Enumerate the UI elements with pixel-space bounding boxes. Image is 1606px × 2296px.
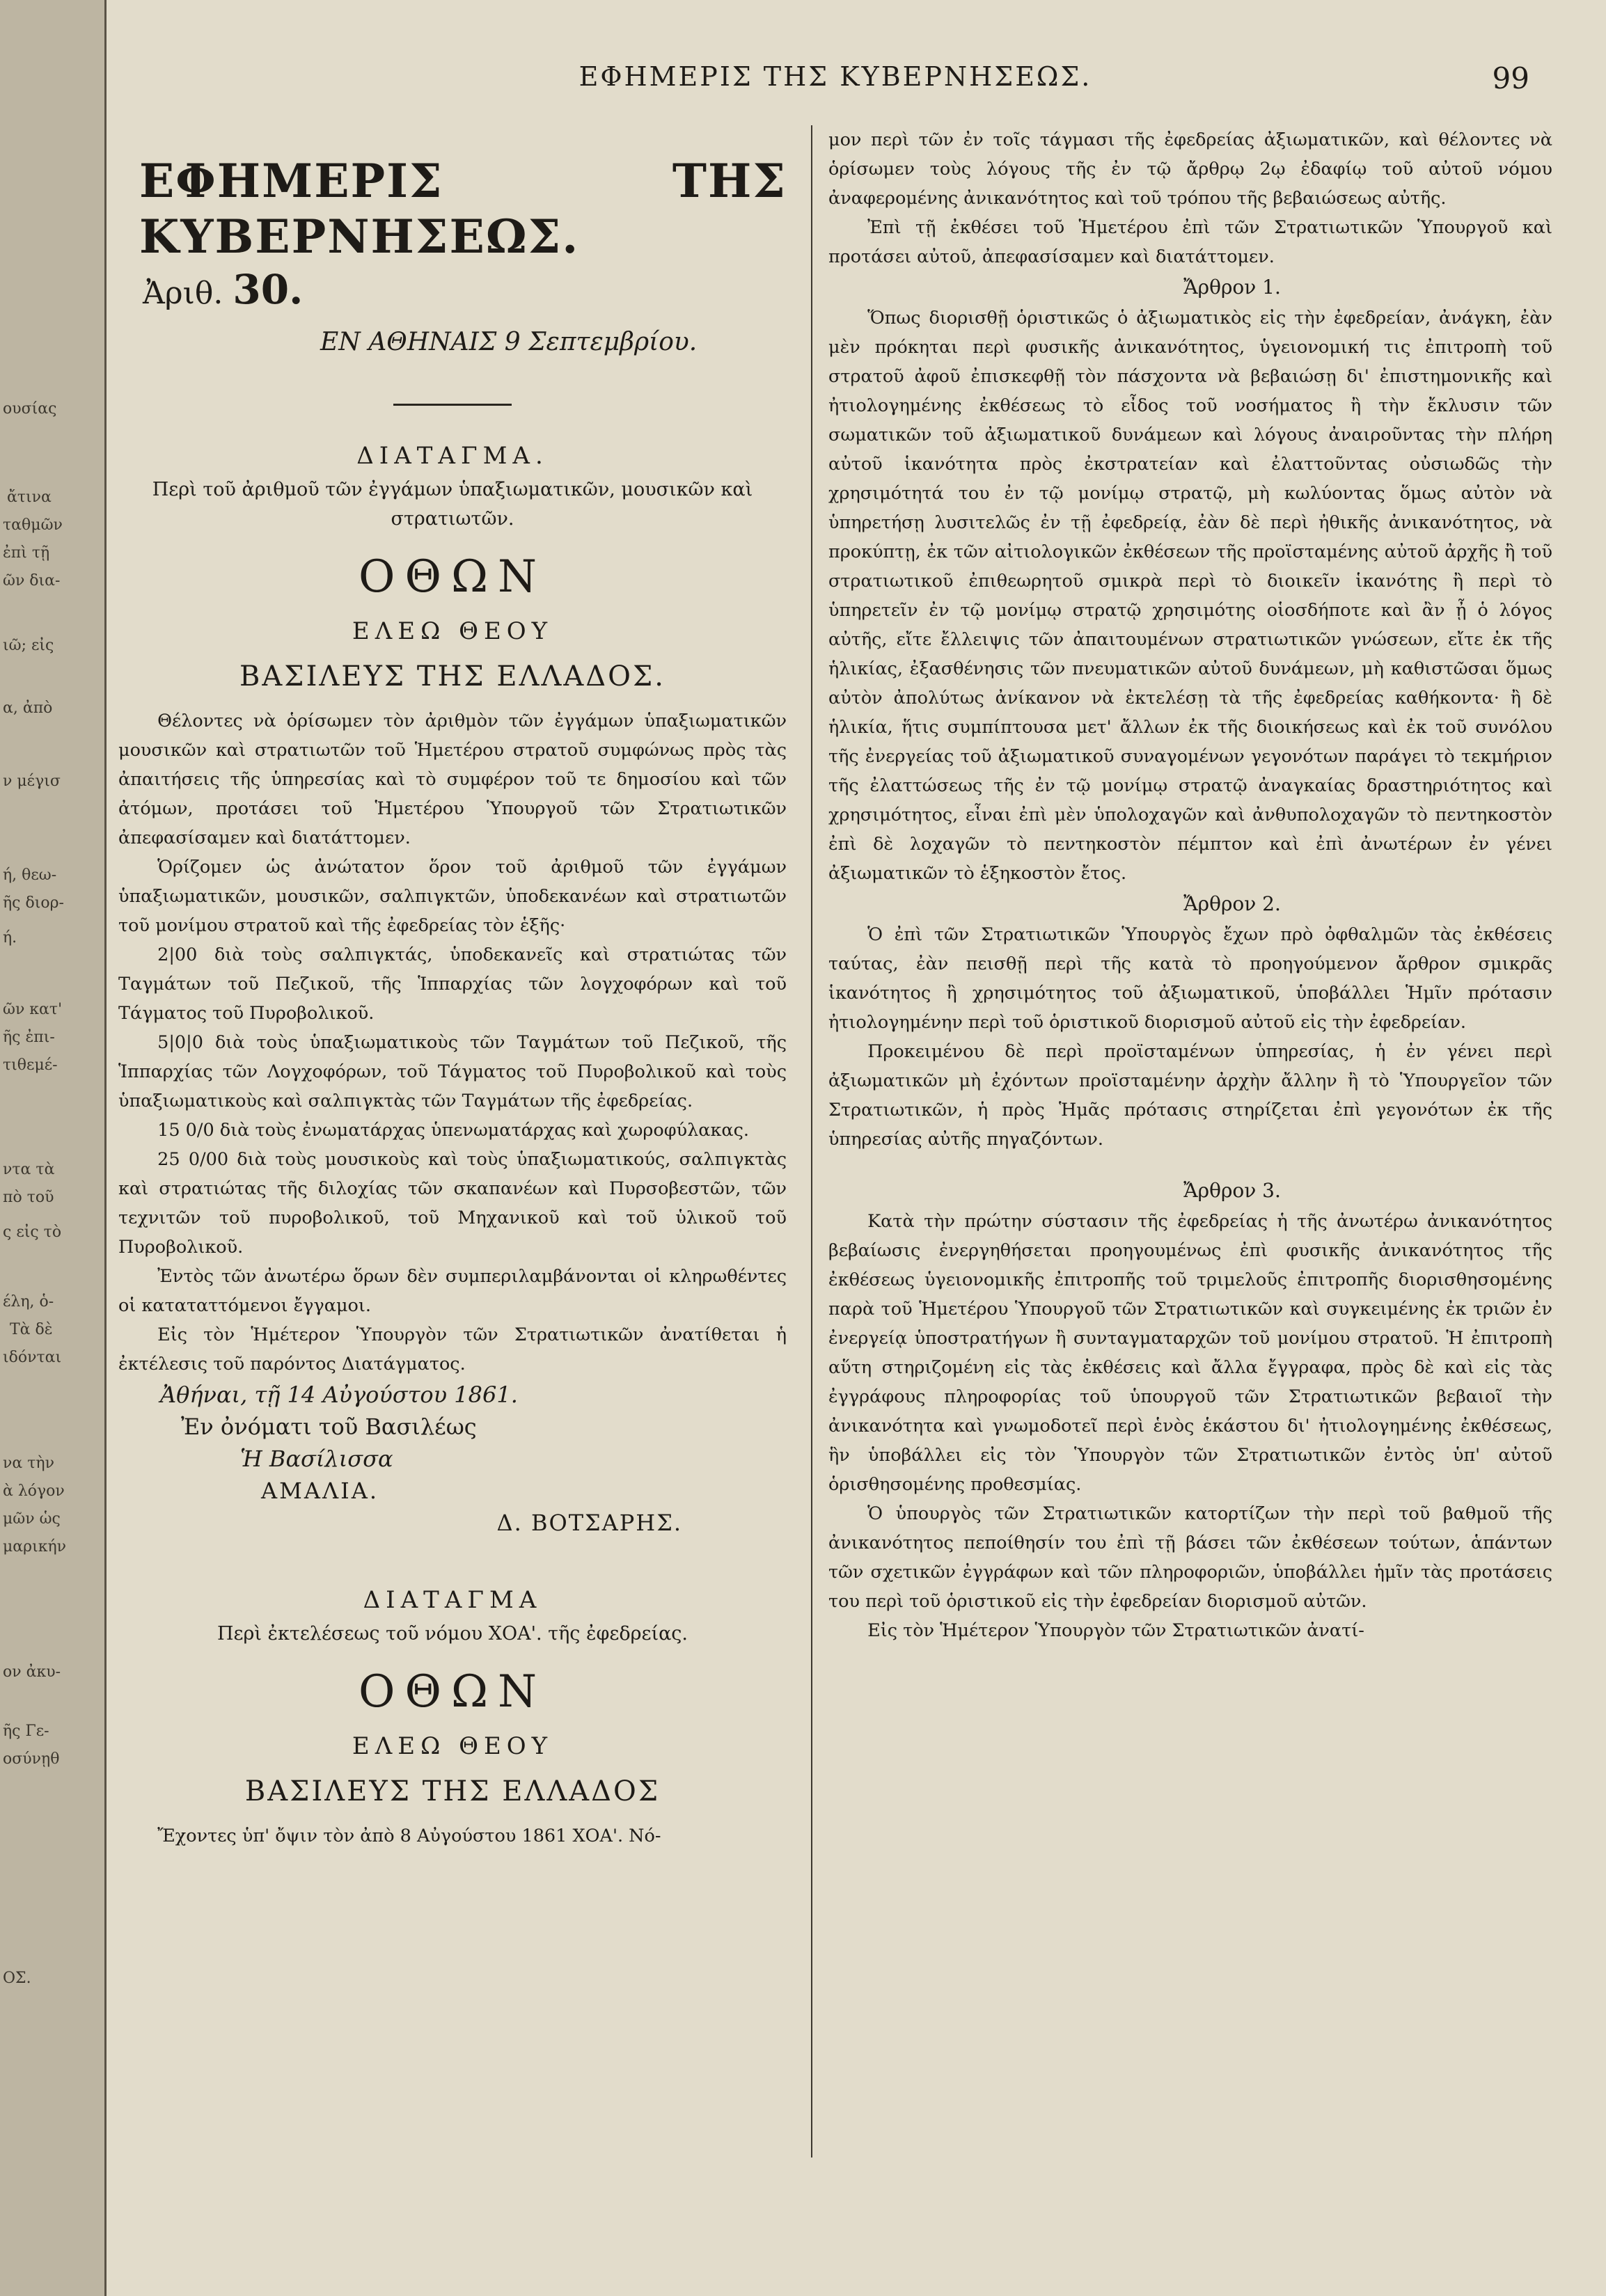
- signature-in-name-of-king: Ἐν ὀνόματι τοῦ Βασιλέως: [181, 1414, 477, 1440]
- article-heading: Ἄρθρον 1.: [1183, 276, 1281, 299]
- dateline: ΕΝ ΑΘΗΝΑΙΣ 9 Σεπτεμβρίου.: [320, 328, 698, 356]
- gutter-fragment: μαρικήν: [3, 1538, 67, 1555]
- article-heading: Ἄρθρον 3.: [1183, 1179, 1281, 1202]
- continuation-paragraph: μον περὶ τῶν ἐν τοῖς τάγμασι τῆς ἐφεδρείας ἀξιωματικῶν, καὶ θέλοντες νὰ ὁρίσωμεν τοὺς λόγους τῆς ἐν τῷ ἄρθρῳ 2ῳ ἐδαφίῳ τοῦ αὐτοῦ νόμου ἀναφερομένης ἀνικανότητος καὶ τοῦ τρόπου τῆς βεβαιώσεως αὐτῆς.: [828, 129, 1552, 209]
- issue-line: [143, 266, 787, 315]
- gutter-fragment: ῆς ἐπι-: [3, 1029, 55, 1046]
- gutter-fragment: ιδόνται: [3, 1349, 62, 1366]
- decree-paragraph: Ἐντὸς τῶν ἀνωτέρω ὅρων δὲν συμπεριλαμβάνονται οἱ κληρωθέντες οἱ καταταττόμενοι ἔγγαμοι.: [118, 1266, 787, 1316]
- king-name: ΟΘΩΝ: [359, 551, 546, 603]
- king-name: ΟΘΩΝ: [359, 1666, 546, 1718]
- king-title: ΒΑΣΙΛΕΥΣ ΤΗΣ ΕΛΛΑΔΟΣ.: [239, 660, 666, 692]
- page-number: 99: [1492, 61, 1529, 95]
- gutter-fragment: ς εἰς τὸ: [3, 1224, 62, 1241]
- section-rule: [393, 404, 512, 406]
- right-column: [828, 125, 1552, 1645]
- gutter-fragment: ιῶ; εἰς: [3, 637, 54, 654]
- gutter-fragment: πὸ τοῦ: [3, 1189, 54, 1206]
- article-heading: Ἄρθρον 2.: [1183, 892, 1281, 915]
- proposal-paragraph: Ἐπὶ τῇ ἐκθέσει τοῦ Ἡμετέρου ἐπὶ τῶν Στρατιωτικῶν Ὑπουργοῦ καὶ προτάσει αὐτοῦ, ἀπεφασίσαμεν καὶ διατάττομεν.: [828, 217, 1552, 267]
- gutter-fragment: ἐπὶ τῇ: [3, 544, 50, 562]
- article-paragraph: Ὅπως διορισθῇ ὁριστικῶς ὁ ἀξιωματικὸς εἰς τὴν ἐφεδρείαν, ἀνάγκη, ἐὰν μὲν πρόκηται περὶ φυσικῆς ἀνικανότητος, ὑγειονομική τις ἐπιτροπὴ τοῦ στρατοῦ ἀφοῦ ἐπισκεφθῇ τὸν πάσχοντα νὰ βεβαιώσῃ δι' ἐπιστημονικῆς καὶ ἠτιολογημένης ἐκθέσεως τὸ εἶδος τοῦ νοσήματος ἢ τὴν ἔκλυσιν τῶν σωματικῶν τοῦ ἀξιωματικοῦ δυνάμεων καὶ λόγους ἀναιροῦντας τὴν πλήρη αὐτοῦ ἱκανότητα πρὸς ἐκστρατείαν καὶ ἐλαττοῦντας οὐσιωδῶς τὴν χρησιμότητά του ἐν τῷ μονίμῳ στρατῷ, μὴ κωλύοντας ὅμως αὐτὸν νὰ ὑπηρετήσῃ λυσιτελῶς ἐν τῇ ἐφεδρείᾳ, ἐὰν δὲ περὶ ἠθικῆς ἀνικανότητος, νὰ προκύπτῃ, ἐκ τῶν αἰτιολογικῶν ἐκθέσεων τῆς προϊσταμένης αὐτοῦ ἀρχῆς ἢ τοῦ στρατιωτικοῦ ἐπιθεωρητοῦ σμικρὰ περὶ τὸ διοικεῖν ἱκανότης ἢ περὶ τὸ ὑπηρετεῖν ἐν τῷ μονίμῳ στρατῷ χρησιμότης οἱοσδήποτε καὶ ἂν ᾖ ὁ λόγος αὐτῆς, εἴτε ἔλλειψις τῶν ἀπαιτουμένων στρατιωτικῶν γνώσεων, εἴτε ἐκ τῆς ἡλικίας, ἐξασθένησις τῶν πνευματικῶν αὐτοῦ δυνάμεων, μὴ καθιστῶσαι ὅμως αὐτὸν ἀπολύτως ἀνίκανον νὰ ἐκτελέσῃ τὰ τῆς ἐφεδρείας καθήκοντα· ἢ δὲ ἡλικία, ἥτις συμπίπτουσα μετ' ἄλλων ἐκ τῆς διοικήσεως καὶ ἐκ τοῦ συνόλου τῆς ἐνεργείας τοῦ ἀξιωματικοῦ συναγομένων γεγονότων παράγει τὸ τεκμήριον τῆς ἐλαττώσεως τῆς ἐν τῷ μονίμῳ στρατῷ ἀναγκαίας δραστηριότητος καὶ χρησιμότητος, εἶναι ἐπὶ μὲν ὑπολοχαγῶν καὶ ἀνθυπολοχαγῶν τὸ πεντηκοστὸν ἐπὶ δὲ λοχαγῶν τὸ πεντηκοστὸν πέμπτον καὶ ἐπὶ ἀνωτέρων ἐν γένει ἀξιωματικῶν τὸ ἑξηκοστὸν ἔτος.: [828, 308, 1552, 884]
- gutter-fragment: ῆς διορ-: [3, 894, 64, 912]
- left-column: [118, 125, 787, 1851]
- decree-paragraph: Εἰς τὸν Ἡμέτερον Ὑπουργὸν τῶν Στρατιωτικῶν ἀνατίθεται ἡ ἐκτέλεσις τοῦ παρόντος Διατάγματος.: [118, 1324, 787, 1375]
- decree-subject: Περὶ ἐκτελέσεως τοῦ νόμου ΧΟΑ'. τῆς ἐφεδρείας.: [217, 1623, 688, 1645]
- decree-subject: Περὶ τοῦ ἀριθμοῦ τῶν ἐγγάμων ὑπαξιωματικῶν, μουσικῶν καὶ στρατιωτῶν.: [152, 479, 753, 530]
- running-title: ΕΦΗΜΕΡΙΣ ΤΗΣ ΚΥΒΕΡΝΗΣΕΩΣ.: [578, 61, 1092, 92]
- gutter-fragment: ταθμῶν: [3, 516, 63, 534]
- by-grace-of-god: ΕΛΕΩ ΘΕΟΥ: [352, 617, 553, 645]
- decree-paragraph: Ἔχοντες ὑπ' ὄψιν τὸν ἀπὸ 8 Αὐγούστου 1861 ΧΟΑ'. Νό-: [157, 1826, 661, 1846]
- signature-amalia: ΑΜΑΛΙΑ.: [261, 1478, 379, 1504]
- section-spacer: [828, 1154, 1552, 1175]
- gutter-fragment: ῶν δια-: [3, 572, 61, 589]
- gutter-fragment: ἄτινα: [7, 489, 52, 506]
- signature-queen: Ἡ Βασίλισσα: [240, 1446, 393, 1472]
- gutter-fragment: ῆς Γε-: [3, 1723, 49, 1740]
- king-title: ΒΑΣΙΛΕΥΣ ΤΗΣ ΕΛΛΑΔΟΣ: [244, 1775, 661, 1807]
- decree-paragraph: Θέλοντες νὰ ὁρίσωμεν τὸν ἀριθμὸν τῶν ἐγγάμων ὑπαξιωματικῶν μουσικῶν καὶ στρατιωτῶν τοῦ Ἡμετέρου στρατοῦ συμφώνως πρὸς τὰς ἀπαιτήσεις τῆς ὑπηρεσίας καὶ τὸ συμφέρον τοῦ τε δημοσίου καὶ τῶν ἀτόμων, προτάσει τοῦ Ἡμετέρου Ὑπουργοῦ τῶν Στρατιωτικῶν ἀπεφασίσαμεν καὶ διατάττομεν.: [118, 711, 787, 848]
- gutter-fragment: ντα τὰ: [3, 1161, 55, 1178]
- gutter-fragment: ή.: [3, 929, 17, 947]
- decree-heading: ΔΙΑΤΑΓΜΑ.: [356, 442, 549, 470]
- gutter-fragment: ὰ λόγον: [3, 1482, 65, 1500]
- gutter-fragment: να τὴν: [3, 1455, 54, 1472]
- gutter-fragment: ή, θεω-: [3, 866, 57, 884]
- gutter-fragment: τιθεμέ-: [3, 1056, 58, 1074]
- signature-minister: Δ. ΒΟΤΣΑΡΗΣ.: [496, 1510, 682, 1536]
- article-paragraph: Ὁ ὑπουργὸς τῶν Στρατιωτικῶν κατορτίζων τὴν περὶ τοῦ βαθμοῦ τῆς ἀνικανότητος πεποίθησίν του ἐπὶ τῇ βάσει τῶν ἐκθέσεων τούτων, ἁπάντων τῶν σχετικῶν ἐγγράφων καὶ τῶν πληροφοριῶν, ὑποβάλλει ἡμῖν τὰς προτάσεις του περὶ τοῦ ὁριστικοῦ εἰς τὴν ἐφεδρείαν διορισμοῦ αὐτῶν.: [828, 1503, 1552, 1612]
- gutter-fragment: ουσίας: [3, 400, 57, 418]
- gutter-fragment: έλη, ὁ-: [3, 1293, 54, 1311]
- article-paragraph: Εἰς τὸν Ἡμέτερον Ὑπουργὸν τῶν Στρατιωτικῶν ἀνατί-: [867, 1620, 1364, 1641]
- issue-number: 30.: [233, 266, 304, 313]
- article-paragraph: Ὁ ἐπὶ τῶν Στρατιωτικῶν Ὑπουργὸς ἔχων πρὸ ὀφθαλμῶν τὰς ἐκθέσεις ταύτας, ἐὰν πεισθῇ περὶ τῆς κατὰ τὸ προηγούμενον ἄρθρον σμικρᾶς ἱκανότητος ἢ χρησιμότητος τοῦ ἀξιωματικοῦ, ὑποβάλλει Ἡμῖν πρότασιν ἠτιολογημένην περὶ τοῦ ὁριστικοῦ διορισμοῦ αὐτοῦ εἰς τὴν ἐφεδρείαν.: [828, 924, 1552, 1033]
- masthead: ΕΦΗΜΕΡΙΣ ΤΗΣ ΚΥΒΕΡΝΗΣΕΩΣ.: [139, 154, 787, 264]
- signature-place-date: Ἀθήναι, τῇ 14 Αὐγούστου 1861.: [160, 1381, 518, 1408]
- gutter-fragment: ν μέγισ: [3, 773, 61, 790]
- previous-page-gutter: [0, 0, 107, 2296]
- decree-paragraph: 5|0|0 διὰ τοὺς ὑπαξιωματικοὺς τῶν Ταγμάτων τοῦ Πεζικοῦ, τῆς Ἱππαρχίας τῶν Λογχοφόρων, τοῦ Τάγματος τοῦ Πυροβολικοῦ καὶ τοὺς ὑπαξιωματικοὺς καὶ σαλπιγκτὰς τῶν Ταγμάτων τῆς ἐφεδρείας.: [118, 1032, 787, 1111]
- article-paragraph: Προκειμένου δὲ περὶ προϊσταμένων ὑπηρεσίας, ἡ ἐν γένει περὶ ἀξιωματικῶν μὴ ἐχόντων προϊσταμένην ἀρχὴν ἄλλην ἢ τὸ Ὑπουργεῖον τῶν Στρατιωτικῶν, ἡ πρὸς Ἡμᾶς πρότασις στηρίζεται ἐπὶ γεγονότων ἐκ τῆς ὑπηρεσίας αὐτῆς πηγαζόντων.: [828, 1041, 1552, 1150]
- decree-paragraph: 25 0/00 διὰ τοὺς μουσικοὺς καὶ τοὺς ὑπαξιωματικούς, σαλπιγκτὰς καὶ στρατιώτας τῆς διλοχίας τῶν σκαπανέων καὶ Πυρσοβεστῶν, τῶν τεχνιτῶν τοῦ πυροβολικοῦ, τοῦ Μηχανικοῦ καὶ τοῦ ὑλικοῦ τοῦ Πυροβολικοῦ.: [118, 1149, 787, 1258]
- decree-heading: ΔΙΑΤΑΓΜΑ: [363, 1586, 542, 1614]
- decree-paragraph: Ὁρίζομεν ὡς ἀνώτατον ὅρον τοῦ ἀριθμοῦ τῶν ἐγγάμων ὑπαξιωματικῶν, μουσικῶν, σαλπιγκτῶν, ὑποδεκανέων καὶ στρατιωτῶν τοῦ μονίμου στρατοῦ καὶ τῆς ἐφεδρείας τὸν ἑξῆς·: [118, 857, 787, 936]
- gutter-fragment: ον ἀκυ-: [3, 1663, 61, 1681]
- gutter-fragment: μῶν ὡς: [3, 1510, 61, 1528]
- decree-paragraph: 15 0/0 διὰ τοὺς ἐνωματάρχας ὑπενωματάρχας καὶ χωροφύλακας.: [157, 1120, 750, 1141]
- gutter-fragment: α, ἀπὸ: [3, 699, 53, 717]
- decree-paragraph: 2|00 διὰ τοὺς σαλπιγκτάς, ὑποδεκανεῖς καὶ στρατιώτας τῶν Ταγμάτων τοῦ Πεζικοῦ, τῆς Ἱππαρχίας τῶν λογχοφόρων καὶ τοῦ Τάγματος τοῦ Πυροβολικοῦ.: [118, 944, 787, 1024]
- gutter-fragment: ῶν κατ': [3, 1001, 63, 1018]
- article-paragraph: Κατὰ τὴν πρώτην σύστασιν τῆς ἐφεδρείας ἡ τῆς ἀνωτέρω ἀνικανότητος βεβαίωσις ἐνεργηθήσεται προηγουμένως ἐπὶ φυσικῆς ἀνικανότητος τῆς ἐκθέσεως ὑγειονομικῆς ἐπιτροπῆς τοῦ τριμελοῦς ἐπιτροπῆς διορισθησομένης παρὰ τοῦ Ἡμετέρου Ὑπουργοῦ τῶν Στρατιωτικῶν καὶ συγκειμένης ἐκ τριῶν ἐν ἐνεργείᾳ ὑποστρατήγων ἢ συνταγματαρχῶν τοῦ μονίμου στρατοῦ. Ἡ ἐπιτροπὴ αὕτη στηριζομένη εἰς τὰς ἐκθέσεις καὶ ἄλλα ἔγγραφα, πρὸς δὲ καὶ εἰς τὰς ἐγγράφους πληροφορίας τοῦ ὑπουργοῦ τῶν Στρατιωτικῶν βεβαιοῖ τὴν ἀνικανότητα καὶ γνωμοδοτεῖ περὶ ἑνὸς ἑκάστου δι' ἠτιολογημένης ἐκθέσεως, ἣν ὑποβάλλει εἰς τὸν Ὑπουργὸν τῶν Στρατιωτικῶν ἐντὸς ὑπ' αὐτοῦ ὁρισθησομένης προθεσμίας.: [828, 1211, 1552, 1495]
- by-grace-of-god: ΕΛΕΩ ΘΕΟΥ: [352, 1732, 553, 1760]
- gutter-fragment: οσύνῃθ: [3, 1750, 60, 1768]
- gutter-fragment: ΟΣ.: [3, 1970, 31, 1987]
- column-divider: [811, 125, 812, 2158]
- gutter-fragment: Τὰ δὲ: [10, 1321, 53, 1338]
- issue-label: Ἀριθ.: [143, 276, 223, 311]
- section-spacer: [118, 1539, 787, 1581]
